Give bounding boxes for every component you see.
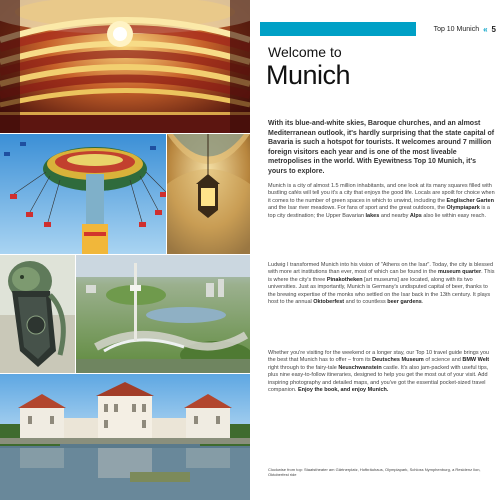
highlighted-term: Pinakotheken	[326, 276, 363, 283]
body-text: [art museums] are located, along with its two universities. Just as importantly, Munich is Germany's undisputed capital of beer, thanks to the brewing expertise of the monks who settled on the Isar back in the 13th century. It plays host to the annual	[268, 276, 491, 306]
body-text: castle. It's also jam-packed with useful tips, plus nine easy-to-follow itineraries, designed to help you get the most out of your visit. Add inspiring photography and detailed maps, and you've got the essential pocket-sized travel companion.	[268, 364, 489, 394]
body-text: right through to the fairy-tale	[268, 364, 339, 371]
lead-paragraph: With its blue-and-white skies, Baroque churches, and an almost Mediterranean outlook, it's hardly surprising that the state capital of Bavaria is such a hotspot for tourists. It welcomes around 7 million foreign visitors each year and is one of the most liveable metropolises in the world. With Eyewitness Top 10 Munich, it's yours to explore.	[268, 120, 495, 175]
highlighted-term: Enjoy the book, and enjoy Munich.	[297, 387, 389, 394]
page-number: 5	[491, 24, 496, 34]
highlighted-term: BMW Welt	[462, 357, 490, 364]
palace-photo	[0, 374, 250, 500]
body-text: of science and	[423, 357, 463, 364]
body-text: is a top city destination; the Upper Bavarian	[268, 205, 490, 219]
highlighted-term: Neuschwanstein	[338, 364, 382, 371]
highlighted-term: museum quarter	[437, 269, 482, 276]
body-text: .	[421, 299, 424, 306]
highlighted-term: Englischer Garten	[446, 197, 494, 204]
highlighted-term: Alps	[409, 212, 422, 219]
body-text: Munich is a city of almost 1.5 million inhabitants, and one look at its many squares filled with bustling cafés will tell you it's a city that enjoys the good life. Locals are spoilt for choice when it comes to the number of green spaces in which to unwind, including the	[268, 183, 495, 204]
body-paragraph	[268, 350, 496, 394]
chairswing-ride-photo	[0, 134, 166, 254]
church-interior-photo	[167, 134, 250, 254]
olympiapark-aerial-photo	[76, 255, 250, 373]
highlighted-term: lakes	[365, 212, 380, 219]
highlighted-term: Oktoberfest	[313, 299, 345, 306]
body-text: and the Isar river meadows. For fans of sport and the great outdoors, the	[268, 205, 447, 212]
body-text: Whether you're visiting for the weekend or a longer stay, our Top 10 travel guide brings you the best that Munich has to offer – from its	[268, 350, 489, 364]
body-text: . This is where the city's three	[268, 269, 495, 283]
highlighted-term: Olympiapark	[446, 205, 480, 212]
photo-caption: Clockwise from top: Staatstheater am Gärtnerplatz, Hofbräuhaus, Olympiapark, Schloss Nymphenburg, a Residenz lion, Oktoberfest ride	[268, 467, 481, 478]
body-text: Ludwig I transformed Munich into his vision of "Athens on the Isar". Today, the city is blessed with more art institutions than ever, most of which can be found in the	[268, 262, 494, 276]
body-text: and to countless	[344, 299, 388, 306]
body-text: and nearby	[379, 212, 410, 219]
body-paragraph	[268, 262, 496, 306]
body-text: also lie within easy reach.	[421, 212, 486, 219]
body-paragraph	[268, 183, 496, 220]
theatre-interior-photo	[0, 0, 250, 133]
page-subtitle: Welcome to	[268, 44, 342, 60]
page-title: Munich	[266, 60, 351, 90]
lion-statue-photo	[0, 255, 75, 373]
highlighted-term: Deutsches Museum	[372, 357, 424, 364]
double-chevron-icon: «	[483, 24, 488, 34]
running-header-title: Top 10 Munich	[433, 25, 480, 33]
running-header	[416, 20, 500, 38]
highlighted-term: beer gardens	[387, 299, 422, 306]
text-column	[260, 0, 500, 500]
